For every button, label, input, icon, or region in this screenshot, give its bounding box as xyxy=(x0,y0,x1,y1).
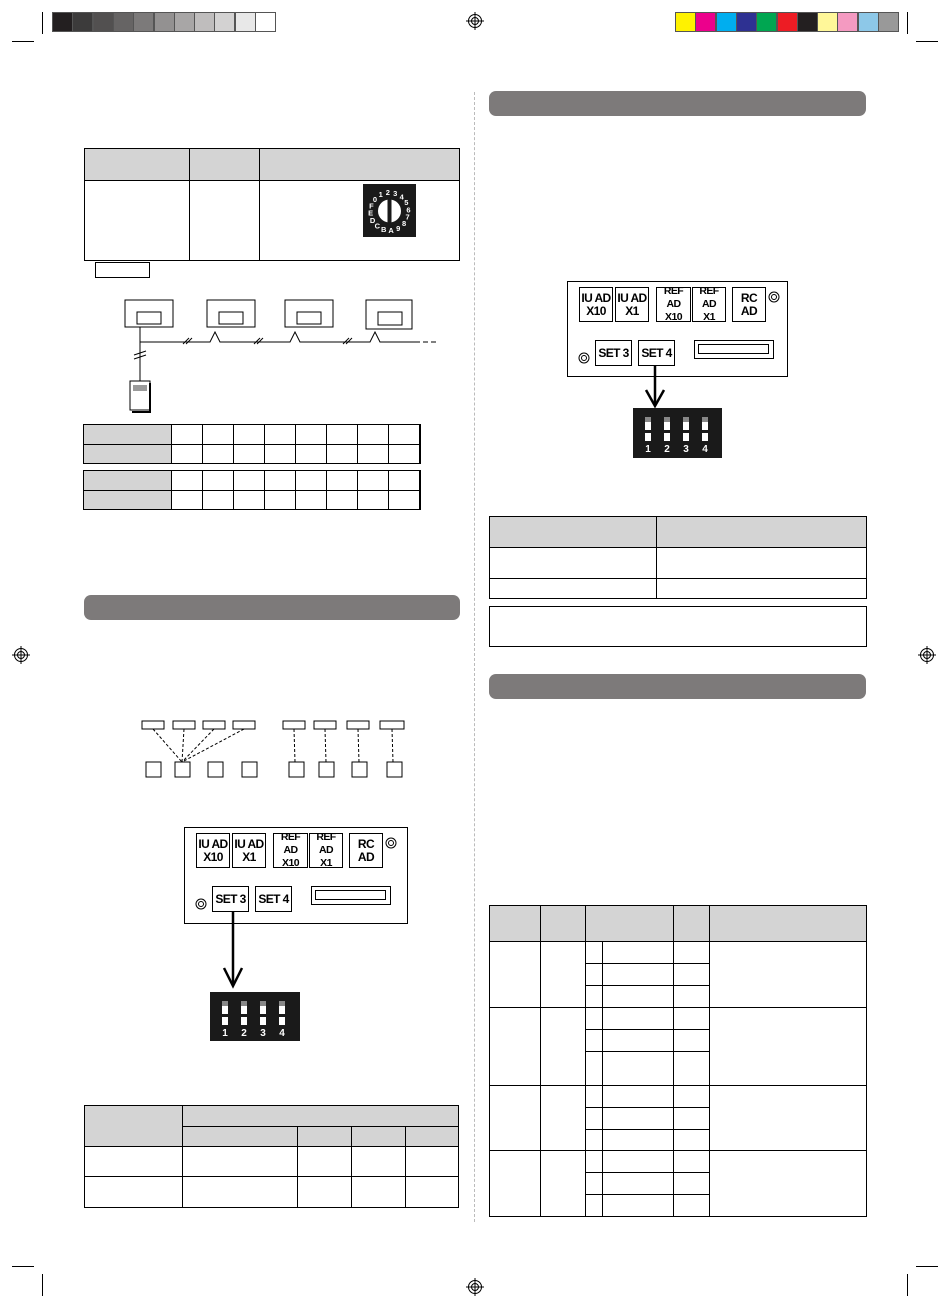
rotary-digit: 1 xyxy=(378,190,383,200)
dip-setting-table-right xyxy=(489,516,867,599)
gray-swatch xyxy=(194,12,215,32)
gray-swatch xyxy=(133,12,154,32)
table-divider xyxy=(233,425,234,463)
panel-label-text: X10 xyxy=(282,857,299,869)
panel-label-text: X10 xyxy=(203,849,223,864)
dip-switch-number: 2 xyxy=(241,1028,247,1039)
panel-label-text: IU AD xyxy=(234,836,264,851)
dip-switch-number: 4 xyxy=(702,444,708,455)
panel-label-text: X1 xyxy=(703,311,715,323)
rc-ad-switch[interactable] xyxy=(732,287,766,322)
rotary-digit: D xyxy=(369,215,376,225)
panel-label-text: REF AD xyxy=(663,285,684,310)
rotary-digit: A xyxy=(388,225,394,235)
set4-switch[interactable] xyxy=(255,886,292,912)
gray-swatch xyxy=(154,12,175,32)
address-grid-table xyxy=(83,424,421,464)
dip-switch-knob[interactable] xyxy=(645,417,651,422)
process-swatch xyxy=(736,12,757,32)
dip-switch-knob[interactable] xyxy=(222,1001,228,1006)
ref-ad-x10-switch[interactable] xyxy=(656,287,691,322)
gray-swatch xyxy=(113,12,134,32)
table-divider xyxy=(709,906,710,1216)
control-board-panel xyxy=(567,281,788,377)
table-divider xyxy=(264,425,265,463)
control-board-panel xyxy=(184,827,408,924)
panel-label-text: SET 4 xyxy=(258,891,289,906)
rotary-digit: 7 xyxy=(405,212,410,222)
down-arrow-icon xyxy=(222,910,244,990)
table-divider xyxy=(585,1172,709,1173)
panel-label-text: SET 3 xyxy=(598,345,629,360)
rotary-digit: 3 xyxy=(393,188,398,198)
panel-label-text: REF AD xyxy=(699,285,719,310)
connector xyxy=(694,340,774,359)
table-divider xyxy=(585,985,709,986)
screw-icon xyxy=(195,898,207,910)
rotary-digit: 4 xyxy=(399,192,404,202)
section-heading-bar xyxy=(489,674,866,699)
crop-mark xyxy=(12,41,34,42)
note-box xyxy=(95,262,150,278)
column-divider xyxy=(474,92,475,1222)
table-divider xyxy=(84,444,420,445)
screw-icon xyxy=(578,352,590,364)
table-divider xyxy=(202,425,203,463)
registration-mark-icon xyxy=(466,1278,484,1296)
rotary-digit: E xyxy=(368,208,374,218)
table-divider xyxy=(585,1051,709,1052)
process-swatch xyxy=(777,12,798,32)
table-divider xyxy=(85,1176,458,1177)
dip-switch-knob[interactable] xyxy=(702,417,708,422)
table-divider xyxy=(419,471,420,509)
table-header-row xyxy=(85,149,459,181)
rotary-digit: F xyxy=(369,201,374,211)
table-divider xyxy=(405,1126,406,1207)
dip-switch-divider xyxy=(260,1014,266,1017)
table-divider xyxy=(490,578,866,579)
rotary-digit: 2 xyxy=(385,188,390,198)
dip-switch-number: 1 xyxy=(222,1028,228,1039)
table-divider xyxy=(490,1085,866,1086)
table-divider xyxy=(490,1007,866,1008)
crop-mark xyxy=(12,1266,34,1267)
table-divider xyxy=(233,471,234,509)
process-swatch xyxy=(695,12,716,32)
process-swatch xyxy=(878,12,899,32)
table-divider xyxy=(585,1129,709,1130)
process-swatch xyxy=(837,12,858,32)
dip-switch-set3 xyxy=(210,992,300,1041)
dip-switch-knob[interactable] xyxy=(279,1001,285,1006)
process-swatch xyxy=(756,12,777,32)
table-divider xyxy=(585,1107,709,1108)
dip-switch-number: 2 xyxy=(664,444,670,455)
note-box xyxy=(489,606,867,647)
ref-ad-x10-switch[interactable] xyxy=(273,833,308,868)
function-setting-table xyxy=(489,905,867,1217)
table-divider xyxy=(84,490,420,491)
rotary-digit: B xyxy=(381,225,387,235)
table-divider xyxy=(182,1106,183,1207)
registration-mark-icon xyxy=(466,12,484,30)
table-divider xyxy=(326,425,327,463)
panel-label-text: X10 xyxy=(665,311,682,323)
table-divider xyxy=(85,1146,458,1147)
panel-label-text: X1 xyxy=(320,857,332,869)
table-divider xyxy=(202,471,203,509)
table-divider xyxy=(295,425,296,463)
process-swatch xyxy=(797,12,818,32)
dip-switch-knob[interactable] xyxy=(683,417,689,422)
gray-swatch xyxy=(214,12,235,32)
table-divider xyxy=(182,1126,458,1127)
panel-label-text: X1 xyxy=(242,849,256,864)
dip-switch-knob[interactable] xyxy=(260,1001,266,1006)
set3-switch[interactable] xyxy=(595,340,632,366)
iu-ad-x10-switch[interactable] xyxy=(196,833,230,868)
table-divider xyxy=(357,425,358,463)
rotary-digit: 6 xyxy=(406,205,411,215)
connector xyxy=(311,886,391,905)
ref-ad-x1-switch[interactable] xyxy=(692,287,726,322)
panel-label-text: RC AD xyxy=(357,836,375,864)
set3-switch[interactable] xyxy=(212,886,249,912)
iu-ad-x1-switch[interactable] xyxy=(232,833,266,868)
table-divider xyxy=(388,471,389,509)
rc-ad-switch[interactable] xyxy=(349,833,383,868)
table-header-row xyxy=(490,906,866,941)
panel-label-text: IU AD xyxy=(581,290,611,305)
dip-switch-divider xyxy=(279,1014,285,1017)
connector-slot xyxy=(698,344,769,354)
panel-label-text: SET 3 xyxy=(215,891,246,906)
table-divider xyxy=(585,1194,709,1195)
crop-mark xyxy=(916,1266,938,1267)
table-divider xyxy=(326,471,327,509)
rotary-digit: C xyxy=(374,221,380,231)
table-divider xyxy=(357,471,358,509)
dip-switch-knob[interactable] xyxy=(664,417,670,422)
address-grid-table xyxy=(83,470,421,510)
table-divider xyxy=(388,425,389,463)
group-address-diagram xyxy=(140,718,410,778)
table-divider xyxy=(585,1029,709,1030)
table-divider xyxy=(171,425,172,463)
registration-mark-icon xyxy=(12,646,30,664)
panel-label-text: SET 4 xyxy=(641,345,672,360)
panel-label-text: X10 xyxy=(586,303,606,318)
dip-switch-number: 1 xyxy=(645,444,651,455)
crop-mark xyxy=(42,12,43,34)
dip-switch-divider xyxy=(702,430,708,433)
panel-label-text: IU AD xyxy=(617,290,647,305)
iu-ad-x1-switch[interactable] xyxy=(615,287,649,322)
section-heading-bar xyxy=(84,595,460,620)
panel-label-text: REF AD xyxy=(280,831,301,856)
process-swatch xyxy=(716,12,737,32)
screw-icon xyxy=(385,837,397,849)
table-divider xyxy=(656,517,657,598)
table-divider xyxy=(602,941,603,1216)
gray-swatch xyxy=(255,12,276,32)
gray-swatch xyxy=(93,12,114,32)
table-divider xyxy=(490,941,866,942)
set4-switch[interactable] xyxy=(638,340,675,366)
ref-ad-x1-switch[interactable] xyxy=(309,833,343,868)
table-divider xyxy=(259,149,260,260)
crop-mark xyxy=(42,1274,43,1296)
table-divider xyxy=(490,1150,866,1151)
gray-swatch xyxy=(52,12,73,32)
dip-switch-set4 xyxy=(633,408,722,458)
dip-switch-divider xyxy=(683,430,689,433)
rotary-digit: 8 xyxy=(401,219,407,229)
table-divider xyxy=(264,471,265,509)
rotary-digit: 9 xyxy=(396,223,401,233)
table-divider xyxy=(189,149,190,260)
process-swatch xyxy=(675,12,696,32)
gray-swatch xyxy=(235,12,256,32)
table-divider xyxy=(585,906,586,1216)
panel-label-text: RC AD xyxy=(740,290,758,318)
table-divider xyxy=(297,1126,298,1207)
section-heading-bar xyxy=(489,91,866,116)
table-divider xyxy=(673,906,674,1216)
wiring-diagram xyxy=(110,295,450,415)
dip-switch-divider xyxy=(222,1014,228,1017)
iu-ad-x10-switch[interactable] xyxy=(579,287,613,322)
rotary-switch-icon xyxy=(363,184,416,237)
dip-switch-divider xyxy=(241,1014,247,1017)
registration-mark-icon xyxy=(918,646,936,664)
panel-label-text: X1 xyxy=(625,303,639,318)
gray-swatch xyxy=(174,12,195,32)
screw-icon xyxy=(768,291,780,303)
gray-swatch xyxy=(72,12,93,32)
process-swatch xyxy=(858,12,879,32)
process-swatch xyxy=(817,12,838,32)
dip-switch-divider xyxy=(664,430,670,433)
rotary-digit: 5 xyxy=(404,198,409,208)
dip-switch-number: 4 xyxy=(279,1028,285,1039)
crop-mark xyxy=(907,1274,908,1296)
dip-switch-number: 3 xyxy=(260,1028,266,1039)
table-divider xyxy=(351,1126,352,1207)
table-divider xyxy=(295,471,296,509)
crop-mark xyxy=(916,41,938,42)
dip-switch-knob[interactable] xyxy=(241,1001,247,1006)
crop-mark xyxy=(907,12,908,34)
connector-slot xyxy=(315,890,386,900)
table-divider xyxy=(171,471,172,509)
rotary-digit: 0 xyxy=(372,194,378,204)
dip-switch-number: 3 xyxy=(683,444,689,455)
table-header-row xyxy=(490,517,866,548)
dip-switch-divider xyxy=(645,430,651,433)
down-arrow-icon xyxy=(644,364,666,410)
table-divider xyxy=(585,963,709,964)
table-divider xyxy=(540,906,541,1216)
panel-label-text: REF AD xyxy=(316,831,336,856)
table-divider xyxy=(419,425,420,463)
dip-setting-table-left xyxy=(84,1105,459,1208)
panel-label-text: IU AD xyxy=(198,836,228,851)
